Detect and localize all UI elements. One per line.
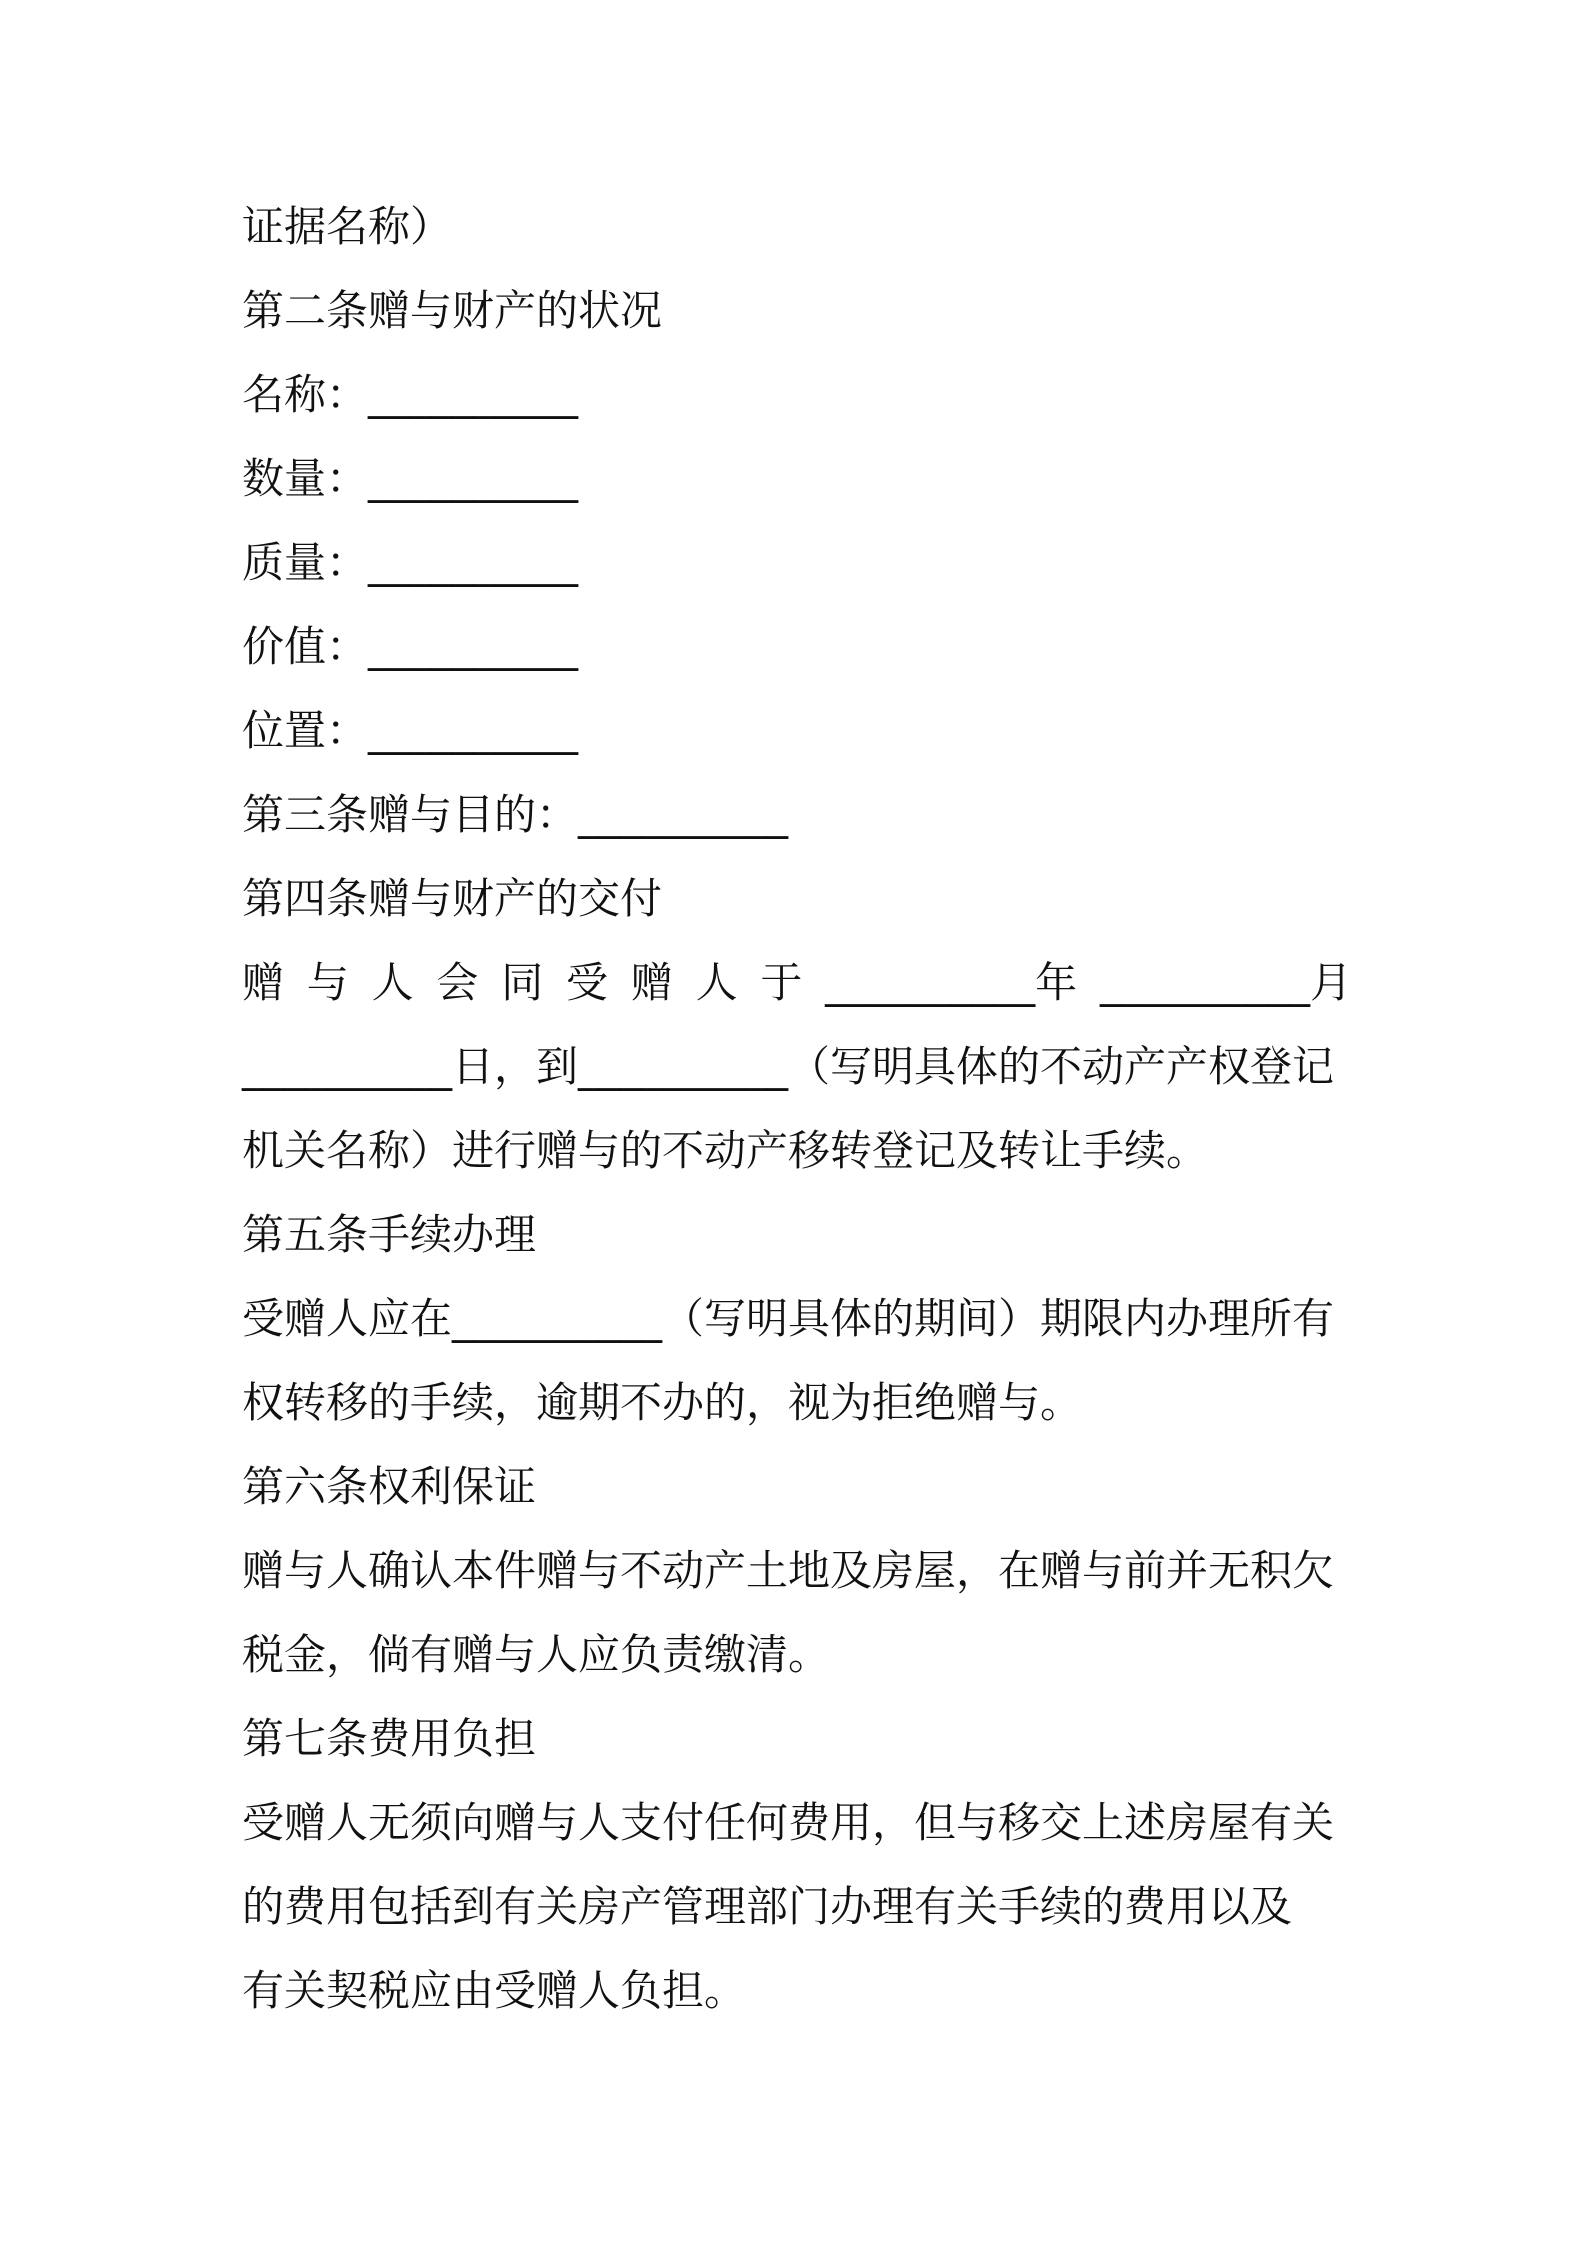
clause-heading: 第四条赠与财产的交付 (242, 874, 663, 923)
text-line: 有关契税应由受赠人负担。 (242, 1966, 747, 2015)
clause-heading: 第五条手续办理 (242, 1210, 537, 1259)
field-name: 名称：__________ (242, 370, 579, 419)
char: 会 (436, 958, 479, 1007)
clause-heading: 第三条赠与目的：__________ (242, 790, 789, 839)
field-location: 位置：__________ (242, 706, 579, 755)
char: 人 (371, 958, 414, 1007)
field-value: 价值：__________ (242, 622, 579, 671)
spaced-text-line (242, 952, 1352, 1014)
clause-heading: 第七条费用负担 (242, 1714, 537, 1763)
char: 同 (501, 958, 544, 1007)
field-quality: 质量：__________ (242, 538, 579, 587)
char: 受 (565, 958, 608, 1007)
text-line: 受赠人应在__________（写明具体的期间）期限内办理所有 (242, 1294, 1335, 1343)
text-line: 证据名称） (242, 202, 453, 251)
text-line: 的费用包括到有关房产管理部门办理有关手续的费用以及 (242, 1882, 1293, 1931)
char: 赠 (630, 958, 673, 1007)
month-blank: __________月 (1099, 958, 1352, 1007)
text-line: 赠与人确认本件赠与不动产土地及房屋，在赠与前并无积欠 (242, 1546, 1335, 1595)
clause-heading: 第六条权利保证 (242, 1462, 537, 1511)
char: 与 (306, 958, 349, 1007)
text-line: 机关名称）进行赠与的不动产移转登记及转让手续。 (242, 1126, 1209, 1175)
char: 于 (760, 958, 803, 1007)
year-blank: __________年 (825, 958, 1078, 1007)
clause-heading: 第二条赠与财产的状况 (242, 286, 663, 335)
text-line: __________日，到__________（写明具体的不动产产权登记 (242, 1042, 1335, 1091)
text-line: 税金，倘有赠与人应负责缴清。 (242, 1630, 831, 1679)
text-line: 受赠人无须向赠与人支付任何费用，但与移交上述房屋有关 (242, 1798, 1335, 1847)
char: 赠 (242, 958, 285, 1007)
text-line: 权转移的手续，逾期不办的，视为拒绝赠与。 (242, 1378, 1083, 1427)
field-quantity: 数量：__________ (242, 454, 579, 503)
char: 人 (695, 958, 738, 1007)
